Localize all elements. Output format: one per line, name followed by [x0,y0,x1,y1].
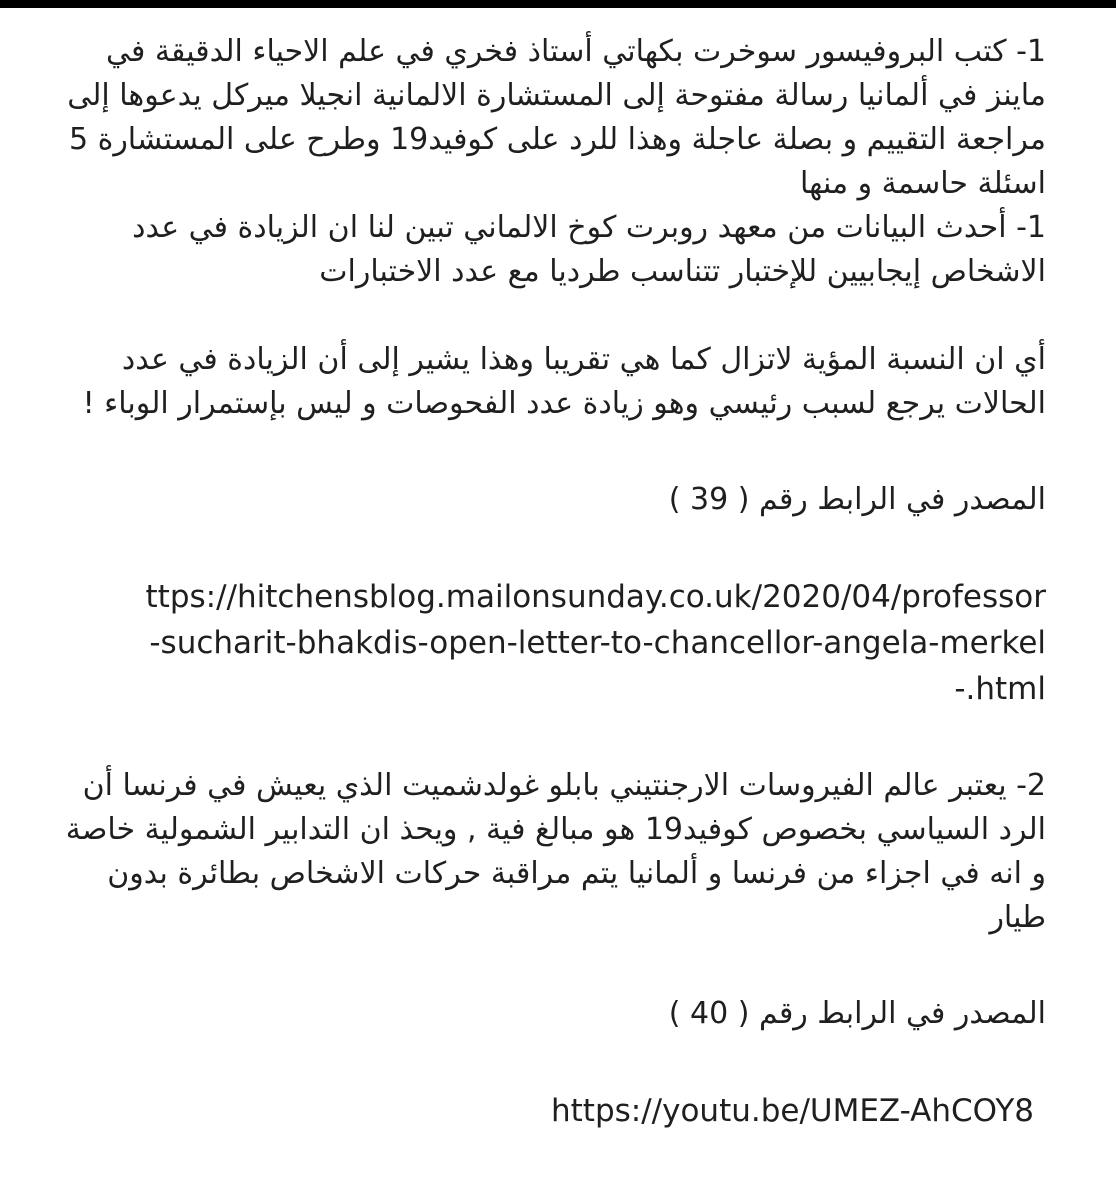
source-link-39-line-3[interactable]: -.html [954,671,1046,707]
paragraph-virologist: 2- يعتبر عالم الفيروسات الارجنتيني بابلو غولدشميت الذي يعيش في فرنسا أن الرد السياسي بخصوص كوفيد19 هو مبالغ فية , ويحذ ان التدابير الشمولية خاصة و انه في اجزاء من فرنسا و ألمانيا يتم مراقبة حركات الاشخاص بطائرة بدون طيار [65,768,1046,935]
source-link-39-line-1[interactable]: ttps://hitchensblog.mailonsunday.co.uk/2020/04/professor [145,579,1046,615]
paragraph-percentage: أي ان النسبة المؤية لاتزال كما هي تقريبا وهذا يشير إلى أن الزيادة في عدد الحالات يرجع لسبب رئيسي وهو زيادة عدد الفحوصات و ليس بإستمرار الوباء ! [82,342,1046,421]
source-link-39-line-2[interactable]: -sucharit-bhakdis-open-letter-to-chancellor-angela-merkel [149,625,1046,661]
paragraph-professor-letter: 1- كتب البروفيسور سوخرت بكهاتي أستاذ فخري في علم الاحياء الدقيقة في ماينز في ألمانيا رسالة مفتوحة إلى المستشارة الالمانية انجيلا ميركل يدعوها إلى مراجعة التقييم و بصلة عاجلة وهذا للرد على كوفيد19 وطرح على المستشارة 5 اسئلة حاسمة و منها [67,34,1046,201]
paragraph-rki-data: 1- أحدث البيانات من معهد روبرت كوخ الالماني تبين لنا ان الزيادة في عدد الاشخاص إيجابيين للإختبار تتناسب طرديا مع عدد الاختبارات [132,210,1046,289]
source-label-39: المصدر في الرابط رقم ( 39 ) [668,482,1046,517]
source-label-40: المصدر في الرابط رقم ( 40 ) [668,996,1046,1031]
status-bar [0,0,1116,8]
source-link-40[interactable]: https://youtu.be/UMEZ-AhCOY8 [550,1093,1034,1129]
note-content [60,30,1046,1134]
source-link-39[interactable] [60,574,1046,712]
